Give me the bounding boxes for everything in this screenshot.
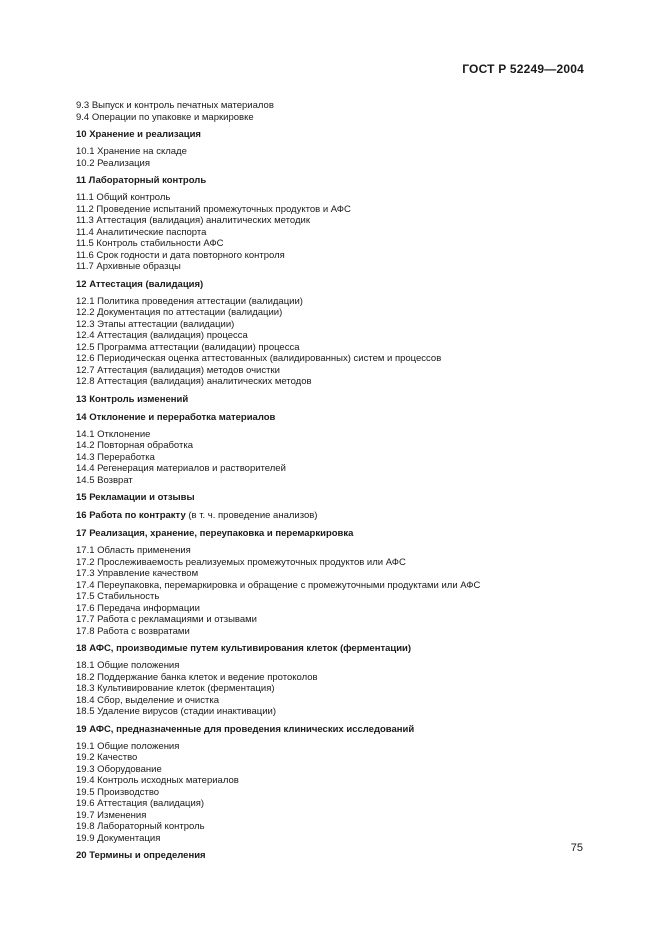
toc-item: 14.3 Переработка: [76, 451, 155, 463]
toc-section-title: [76, 175, 616, 187]
toc-section-title: [76, 492, 616, 504]
toc-item: 14.1 Отклонение: [76, 428, 151, 440]
toc-section: [76, 492, 616, 504]
toc-item: 9.3 Выпуск и контроль печатных материалов: [76, 100, 274, 111]
toc-item: 11.2 Проведение испытаний промежуточных продуктов и АФС: [76, 203, 351, 215]
toc-section-title-text: 10 Хранение и реализация: [76, 129, 201, 140]
toc-section-title: [76, 643, 616, 655]
toc-item: 18.4 Сбор, выделение и очистка: [76, 694, 219, 706]
toc-item: 19.3 Оборудование: [76, 763, 162, 775]
toc-item: 19.8 Лабораторный контроль: [76, 821, 205, 832]
toc-item-list: [76, 660, 616, 718]
toc-item: 11.3 Аттестация (валидация) аналитических методик: [76, 215, 310, 226]
toc-item-list: [76, 296, 616, 388]
toc-section-title-text: 18 АФС, производимые путем культивирования клеток (ферментации): [76, 643, 412, 654]
toc-item: 10.2 Реализация: [76, 157, 150, 169]
toc-item-list: [76, 741, 616, 845]
toc-item: 17.7 Работа с рекламациями и отзывами: [76, 614, 257, 625]
toc-section: [76, 528, 616, 637]
toc-section: [76, 643, 616, 718]
toc-item-list: [76, 192, 616, 273]
table-of-contents: [76, 94, 616, 862]
toc-section-title-text: 20 Термины и определения: [76, 850, 206, 861]
toc-item: 12.8 Аттестация (валидация) аналитических методов: [76, 376, 312, 387]
toc-section: [76, 175, 616, 273]
toc-item: 12.3 Этапы аттестации (валидации): [76, 318, 235, 330]
toc-item: 12.1 Политика проведения аттестации (валидации): [76, 295, 303, 307]
toc-item: 19.2 Качество: [76, 752, 138, 763]
toc-item-list: [76, 100, 616, 123]
toc-item: 12.5 Программа аттестации (валидации) процесса: [76, 341, 300, 353]
toc-section-title: [76, 510, 616, 522]
toc-section-title-text: 14 Отклонение и переработка материалов: [76, 411, 276, 423]
toc-item: 17.5 Стабильность: [76, 591, 160, 602]
toc-section-title-text: 13 Контроль изменений: [76, 393, 189, 405]
toc-item: 17.8 Работа с возвратами: [76, 625, 190, 637]
toc-section-title: [76, 850, 616, 862]
toc-section-title-text: 12 Аттестация (валидация): [76, 278, 204, 290]
toc-section: [76, 100, 616, 123]
toc-section: [76, 724, 616, 845]
toc-section-title: [76, 279, 616, 291]
toc-item: 18.2 Поддержание банка клеток и ведение протоколов: [76, 671, 318, 683]
toc-section-title: [76, 412, 616, 424]
toc-section-title-text: 17 Реализация, хранение, переупаковка и перемаркировка: [76, 528, 354, 539]
toc-section: [76, 412, 616, 487]
toc-item: 19.6 Аттестация (валидация): [76, 798, 205, 809]
toc-item: 19.5 Производство: [76, 786, 160, 798]
toc-item: 19.9 Документация: [76, 832, 161, 844]
toc-section-title-text: 11 Лабораторный контроль: [76, 175, 207, 186]
toc-item-list: [76, 146, 616, 169]
toc-item: 12.2 Документация по аттестации (валидации): [76, 307, 283, 318]
toc-item: 14.4 Регенерация материалов и растворителей: [76, 463, 286, 474]
toc-section-title: [76, 129, 616, 141]
toc-item: 10.1 Хранение на складе: [76, 146, 187, 157]
toc-item: 11.1 Общий контроль: [76, 192, 171, 203]
toc-section-title-text: 16 Работа по контракту: [76, 510, 186, 521]
toc-section-title: [76, 528, 616, 540]
toc-section: [76, 394, 616, 406]
toc-item-list: [76, 545, 616, 637]
toc-item: 18.1 Общие положения: [76, 660, 180, 671]
toc-section-note: (в т. ч. проведение анализов): [185, 510, 318, 521]
toc-item: 12.4 Аттестация (валидация) процесса: [76, 330, 248, 341]
toc-item: 18.3 Культивирование клеток (ферментация): [76, 683, 275, 694]
toc-item: 11.4 Аналитические паспорта: [76, 226, 207, 238]
toc-item: 9.4 Операции по упаковке и маркировке: [76, 111, 254, 123]
toc-section-title: [76, 394, 616, 406]
toc-item: 19.7 Изменения: [76, 809, 147, 821]
toc-item: 11.5 Контроль стабильности АФС: [76, 238, 224, 249]
toc-section-title: [76, 724, 616, 736]
toc-item: 18.5 Удаление вирусов (стадии инактивации): [76, 706, 276, 717]
page-number: 75: [570, 842, 583, 854]
toc-section: [76, 510, 616, 522]
toc-item: 14.2 Повторная обработка: [76, 440, 194, 451]
toc-item: 11.6 Срок годности и дата повторного контроля: [76, 249, 285, 261]
toc-item: 14.5 Возврат: [76, 474, 133, 486]
toc-item: 17.4 Переупаковка, перемаркировка и обращение с промежуточными продуктами или АФС: [76, 579, 481, 591]
toc-section: [76, 850, 616, 862]
toc-item: 19.4 Контроль исходных материалов: [76, 775, 239, 786]
toc-section: [76, 279, 616, 388]
toc-item: 11.7 Архивные образцы: [76, 261, 181, 272]
toc-item-list: [76, 429, 616, 487]
toc-item: 19.1 Общие положения: [76, 740, 180, 752]
toc-section-title-text: 15 Рекламации и отзывы: [76, 492, 195, 503]
toc-item: 17.3 Управление качеством: [76, 568, 199, 579]
toc-section: [76, 129, 616, 169]
toc-item: 17.2 Прослеживаемость реализуемых промежуточных продуктов или АФС: [76, 556, 406, 568]
toc-item: 12.7 Аттестация (валидация) методов очистки: [76, 364, 280, 376]
toc-item: 17.1 Область применения: [76, 545, 191, 556]
toc-item: 17.6 Передача информации: [76, 602, 200, 614]
toc-section-title-text: 19 АФС, предназначенные для проведения клинических исследований: [76, 723, 415, 735]
toc-item: 12.6 Периодическая оценка аттестованных (валидированных) систем и процессов: [76, 353, 442, 364]
document-code: ГОСТ Р 52249—2004: [462, 62, 584, 76]
